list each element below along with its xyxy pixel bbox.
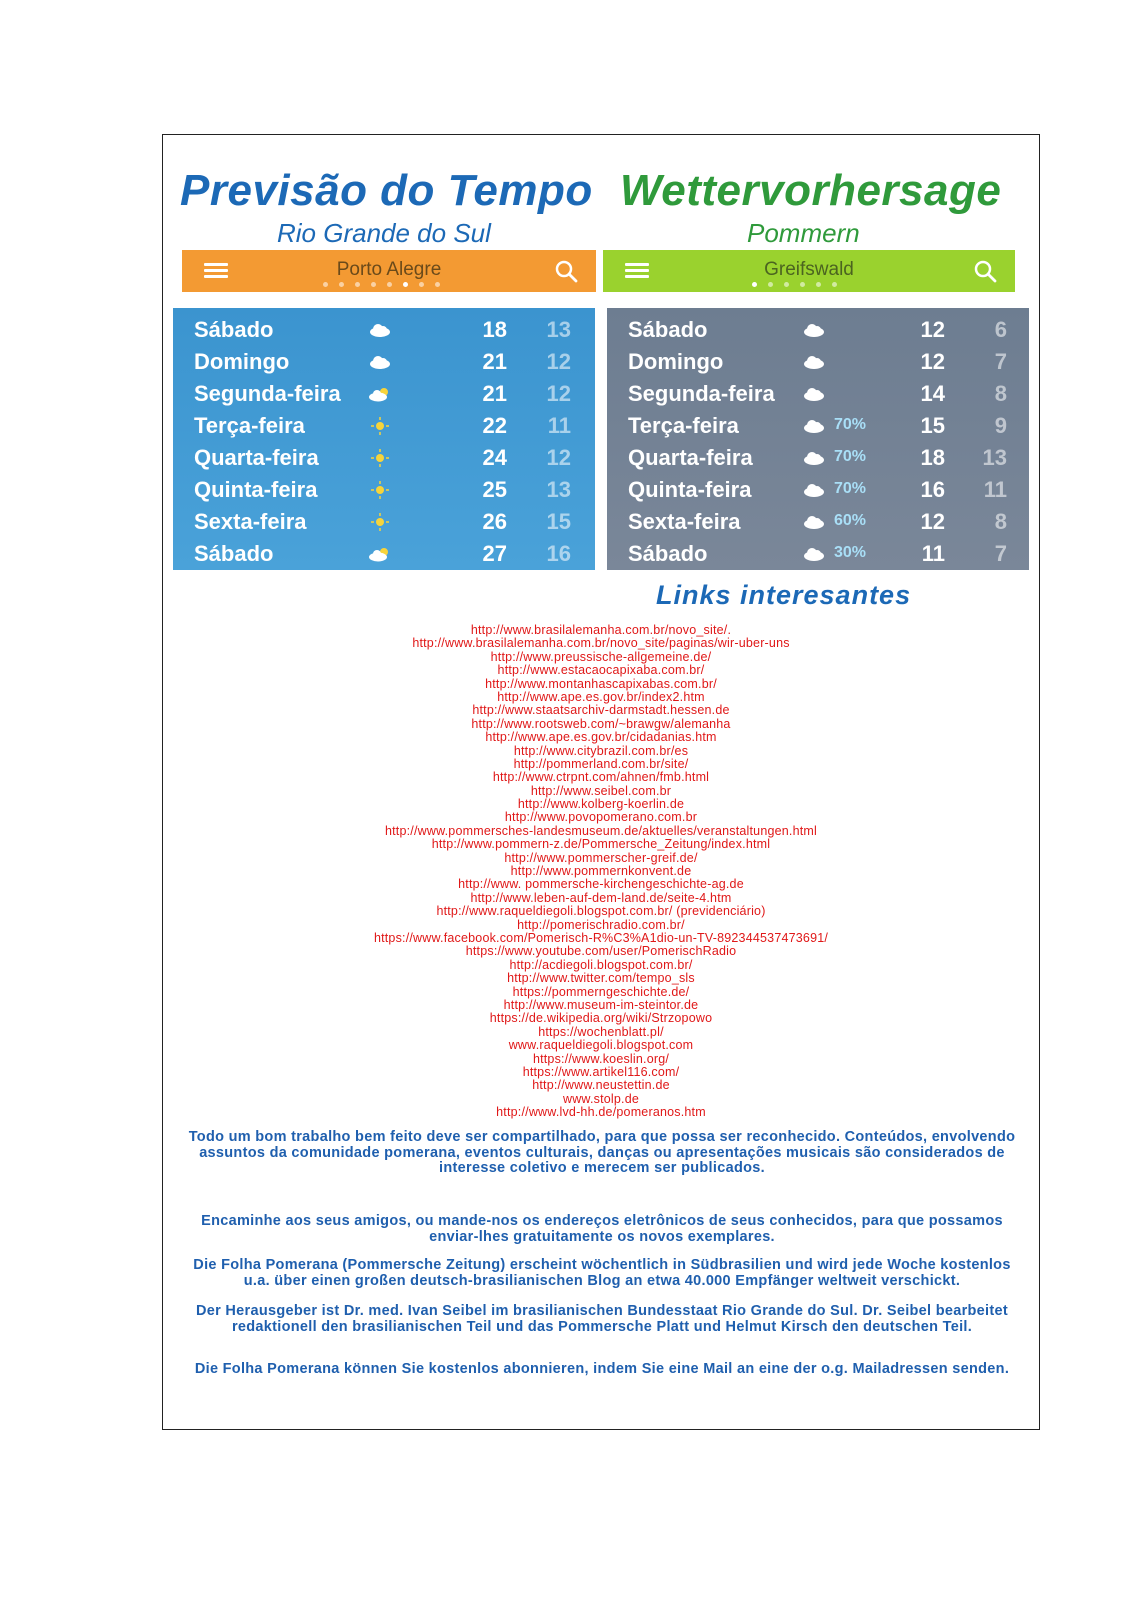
- forecast-row: [607, 538, 1029, 570]
- link-url[interactable]: http://www.ctrpnt.com/ahnen/fmb.html: [492, 770, 710, 785]
- temp-high: 18: [482, 317, 507, 342]
- day-label: Domingo: [194, 349, 290, 374]
- link-url[interactable]: http://www.twitter.com/tempo_sls: [507, 971, 695, 986]
- forecast-row: [173, 538, 595, 570]
- link-url[interactable]: http://www.povopomerano.com.br: [504, 810, 698, 825]
- forecast-panel-rio-grande: [173, 308, 595, 570]
- temp-low: 15: [546, 509, 571, 534]
- temp-low: 16: [546, 541, 571, 566]
- sun-icon: [368, 481, 392, 499]
- temp-low: 13: [546, 317, 571, 342]
- temp-low: 11: [547, 413, 571, 438]
- sun-icon: [368, 449, 392, 467]
- day-label: Segunda-feira: [194, 381, 341, 406]
- sun-icon: [368, 513, 392, 531]
- link-url[interactable]: http://www.pommernkonvent.de: [510, 864, 692, 879]
- temp-low: 12: [546, 445, 571, 470]
- forecast-row: [173, 506, 595, 538]
- link-url[interactable]: https://www.facebook.com/Pomerisch-R%C3%A1dio-un-TV-892344537473691/: [373, 930, 829, 945]
- temp-low: 12: [546, 381, 571, 406]
- day-label: Sábado: [194, 541, 274, 566]
- temp-low: 13: [982, 445, 1007, 470]
- forecast-row: [607, 346, 1029, 378]
- rain-cloud-icon: [802, 449, 826, 467]
- rain-cloud-icon: [802, 545, 826, 563]
- day-label: Quinta-feira: [194, 477, 318, 502]
- link-url[interactable]: www.stolp.de: [562, 1091, 640, 1106]
- day-label: Sábado: [194, 317, 274, 342]
- subtitle-pommern: Pommern: [747, 218, 860, 248]
- link-url[interactable]: http://www.seibel.com.br: [530, 783, 672, 798]
- page-indicator-dots: [323, 282, 440, 287]
- link-url[interactable]: https://www.koeslin.org/: [532, 1051, 670, 1066]
- day-label: Sábado: [628, 317, 708, 342]
- link-url[interactable]: http://www.preussische-allgemeine.de/: [490, 649, 712, 664]
- forecast-row: [173, 314, 595, 346]
- link-url[interactable]: http://acdiegoli.blogspot.com.br/: [509, 957, 693, 972]
- temp-high: 12: [920, 317, 945, 342]
- rain-chance: 70%: [834, 480, 867, 497]
- forecast-row: [607, 314, 1029, 346]
- rain-chance: 70%: [834, 416, 867, 433]
- link-url[interactable]: https://www.youtube.com/user/PomerischRadio: [465, 944, 737, 959]
- link-url[interactable]: https://de.wikipedia.org/wiki/Strzopowo: [489, 1011, 713, 1026]
- link-url[interactable]: http://www. pommersche-kirchengeschichte-ag.de: [458, 877, 744, 892]
- temp-high: 25: [482, 477, 507, 502]
- temp-high: 26: [482, 509, 507, 534]
- day-label: Domingo: [628, 349, 724, 374]
- day-label: Quarta-feira: [194, 445, 319, 470]
- temp-high: 21: [482, 349, 507, 374]
- day-label: Quarta-feira: [628, 445, 753, 470]
- link-url[interactable]: http://www.staatsarchiv-darmstadt.hessen.de: [472, 703, 730, 718]
- paragraph-herausgeber: Der Herausgeber ist Dr. med. Ivan Seibel im brasilianischen Bundesstaat Rio Grande do Sul. Dr. Seibel bearbeitet redaktionell den brasilianischen Teil und das Pommersche Platt und Helmut Kirsch den deutschen Teil.: [195, 1303, 1008, 1335]
- link-url[interactable]: http://www.lvd-hh.de/pomeranos.htm: [496, 1105, 706, 1120]
- forecast-row: [173, 346, 595, 378]
- temp-high: 14: [920, 381, 945, 406]
- rain-chance: 30%: [834, 544, 867, 561]
- temp-high: 12: [920, 509, 945, 534]
- temp-low: 9: [994, 413, 1007, 438]
- title-previsao: Previsão do Tempo: [180, 166, 593, 215]
- link-url[interactable]: http://www.neustettin.de: [532, 1078, 670, 1093]
- paragraph-compartilhado: Todo um bom trabalho bem feito deve ser compartilhado, para que possa ser reconhecido. Conteúdos, envolvendo assuntos da comunidade pomerana, eventos culturais, danças ou apresentações musicais são considerados de interesse coletivo e merecem ser publicados.: [188, 1129, 1016, 1176]
- day-label: Terça-feira: [628, 413, 739, 438]
- forecast-row: [607, 506, 1029, 538]
- link-url[interactable]: https://www.artikel116.com/: [522, 1064, 680, 1079]
- temp-low: 7: [994, 541, 1007, 566]
- link-url[interactable]: http://www.brasilalemanha.com.br/novo_site/.: [470, 623, 732, 637]
- day-label: Sábado: [628, 541, 708, 566]
- temp-high: 15: [920, 413, 945, 438]
- link-url[interactable]: http://www.rootsweb.com/~brawgw/alemanha: [471, 716, 731, 731]
- temp-low: 7: [994, 349, 1007, 374]
- day-label: Quinta-feira: [628, 477, 752, 502]
- day-label: Sexta-feira: [194, 509, 307, 534]
- link-url[interactable]: www.raqueldiegoli.blogspot.com: [508, 1038, 694, 1053]
- rain-cloud-icon: [802, 513, 826, 531]
- link-url[interactable]: http://pommerland.com.br/site/: [513, 756, 689, 771]
- rain-chance: 60%: [834, 512, 867, 529]
- temp-high: 16: [920, 477, 945, 502]
- day-label: Sexta-feira: [628, 509, 741, 534]
- temp-low: 8: [994, 509, 1007, 534]
- cloud-icon: [802, 385, 826, 403]
- search-icon[interactable]: [973, 259, 997, 283]
- paragraph-encaminhe: Encaminhe aos seus amigos, ou mande-nos os endereços eletrônicos de seus conhecidos, para que possamos enviar-lhes gratuitamente os novos exemplares.: [201, 1213, 1003, 1245]
- forecast-row: [607, 442, 1029, 474]
- link-url[interactable]: http://www.museum-im-steintor.de: [503, 997, 699, 1012]
- cloud-icon: [802, 353, 826, 371]
- city-name: Porto Alegre: [336, 259, 442, 280]
- forecast-row: [607, 474, 1029, 506]
- paragraph-folha-info: Die Folha Pomerana (Pommersche Zeitung) erscheint wöchentlich in Südbrasilien und wird jede Woche kostenlos u.a. über einen großen deutsch-brasilianischen Blog an etwa 40.000 Empfänger weltweit verschickt.: [193, 1257, 1011, 1289]
- rain-cloud-icon: [802, 481, 826, 499]
- cloud-icon: [368, 353, 392, 371]
- temp-high: 12: [920, 349, 945, 374]
- forecast-row: [173, 474, 595, 506]
- temp-high: 24: [482, 445, 507, 470]
- link-url[interactable]: http://www.montanhascapixabas.com.br/: [485, 676, 717, 691]
- links-list: [162, 624, 1040, 1119]
- link-url[interactable]: http://www.pommerscher-greif.de/: [504, 850, 698, 865]
- forecast-row: [173, 378, 595, 410]
- temp-high: 18: [920, 445, 945, 470]
- link-url[interactable]: http://www.ape.es.gov.br/cidadanias.htm: [485, 730, 717, 745]
- link-url[interactable]: http://www.estacaocapixaba.com.br/: [497, 663, 705, 678]
- link-url[interactable]: http://pomerischradio.com.br/: [517, 917, 685, 932]
- temp-low: 8: [994, 381, 1007, 406]
- day-label: Segunda-feira: [628, 381, 775, 406]
- cloud-icon: [802, 321, 826, 339]
- temp-high: 11: [921, 541, 945, 566]
- link-url[interactable]: http://www.citybrazil.com.br/es: [513, 743, 689, 758]
- title-wettervorhersage: Wettervorhersage: [620, 166, 1002, 215]
- forecast-panel-pommern: [607, 308, 1029, 570]
- day-label: Terça-feira: [194, 413, 305, 438]
- temp-low: 13: [546, 477, 571, 502]
- forecast-row: [607, 378, 1029, 410]
- link-url[interactable]: http://www.ape.es.gov.br/index2.htm: [497, 689, 705, 704]
- partly-sunny-icon: [368, 385, 392, 403]
- link-url[interactable]: http://www.kolberg-koerlin.de: [517, 797, 685, 812]
- temp-low: 12: [546, 349, 571, 374]
- temp-high: 27: [482, 541, 507, 566]
- forecast-row: [607, 410, 1029, 442]
- cloud-icon: [368, 321, 392, 339]
- link-url[interactable]: http://www.pommern-z.de/Pommersche_Zeitung/index.html: [431, 837, 771, 852]
- link-url[interactable]: http://www.pommersches-landesmuseum.de/aktuelles/veranstaltungen.html: [384, 823, 818, 838]
- sun-icon: [368, 417, 392, 435]
- link-url[interactable]: http://www.brasilalemanha.com.br/novo_site/paginas/wir-uber-uns: [412, 636, 790, 651]
- rain-cloud-icon: [802, 417, 826, 435]
- forecast-row: [173, 410, 595, 442]
- partly-sunny-icon: [368, 545, 392, 563]
- link-url[interactable]: http://www.raqueldiegoli.blogspot.com.br/ (previdenciário): [436, 904, 766, 919]
- temp-high: 22: [482, 413, 507, 438]
- city-name: Greifswald: [764, 259, 854, 280]
- link-url[interactable]: http://www.leben-auf-dem-land.de/seite-4.htm: [470, 890, 732, 905]
- page-indicator-dots: [752, 282, 837, 287]
- rain-chance: 70%: [834, 448, 867, 465]
- paragraph-abonnieren: Die Folha Pomerana können Sie kostenlos abonnieren, indem Sie eine Mail an eine der o.g. Mailadressen senden.: [194, 1361, 1010, 1377]
- forecast-row: [173, 442, 595, 474]
- temp-low: 11: [983, 477, 1007, 502]
- link-url[interactable]: https://wochenblatt.pl/: [538, 1024, 664, 1039]
- search-icon[interactable]: [554, 259, 578, 283]
- links-heading: Links interesantes: [656, 580, 912, 610]
- temp-low: 6: [994, 317, 1007, 342]
- temp-high: 21: [482, 381, 507, 406]
- subtitle-rio-grande: Rio Grande do Sul: [277, 218, 491, 248]
- link-url[interactable]: https://pommerngeschichte.de/: [512, 984, 690, 999]
